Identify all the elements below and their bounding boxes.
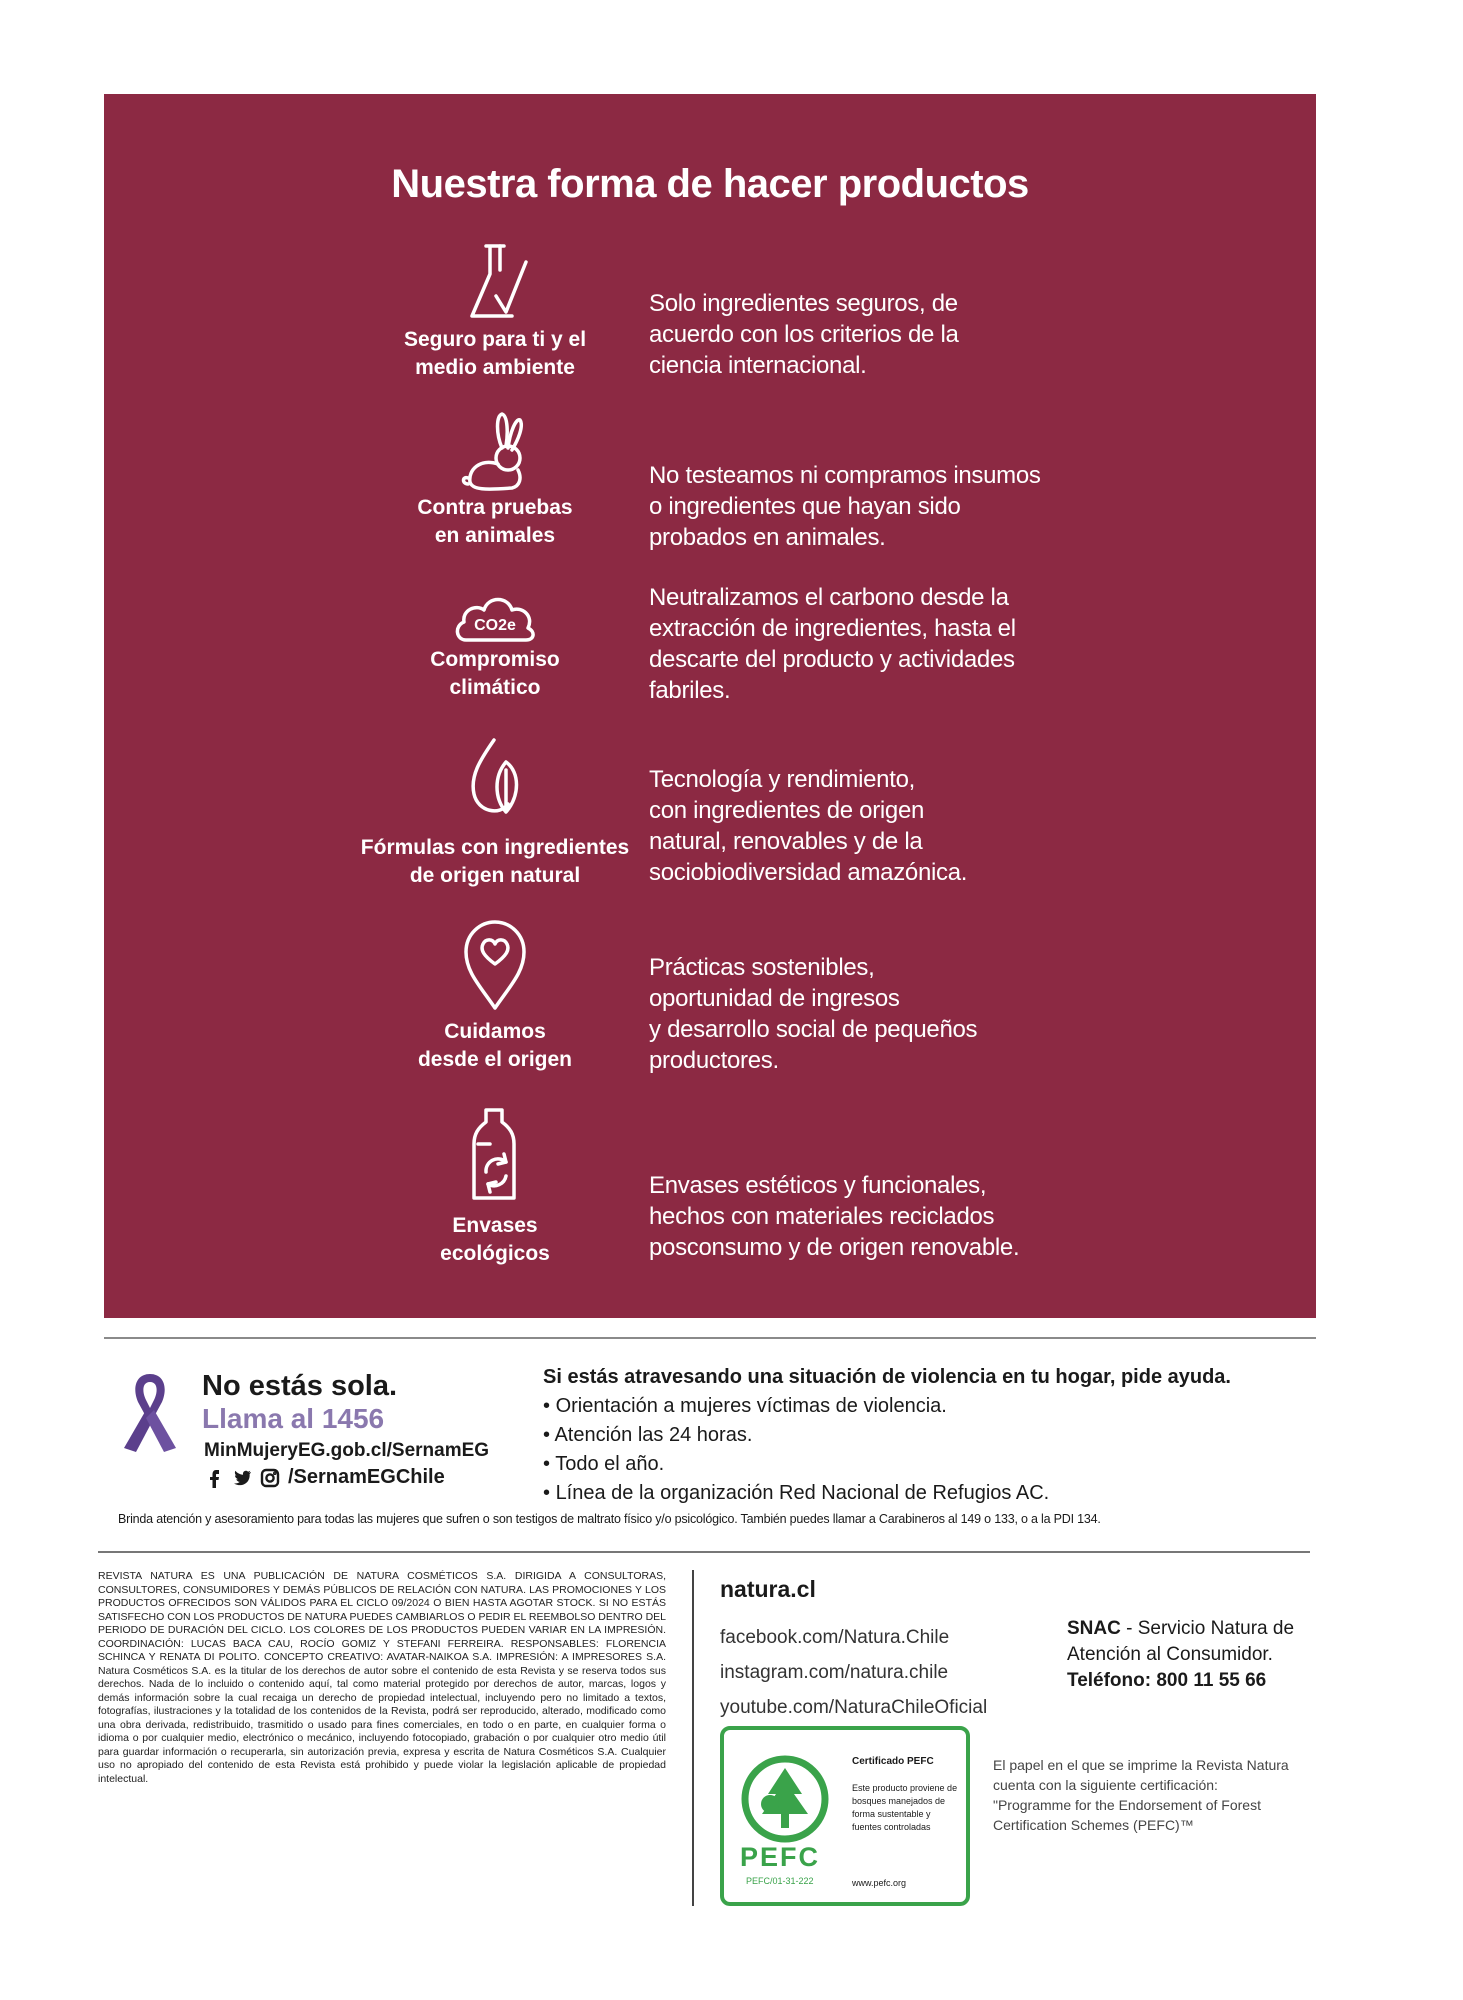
feature-desc: Tecnología y rendimiento, con ingredientes de origen natural, renovables y de la sociobiodiversidad amazónica. [649, 766, 968, 886]
help-item: • Atención las 24 horas. [543, 1421, 1283, 1450]
pefc-cert-text: Este producto proviene de bosques manejados de forma sustentable y fuentes controladas [852, 1783, 958, 1832]
snac-phone: Teléfono: 800 11 55 66 [1067, 1670, 1267, 1691]
vertical-divider [692, 1570, 694, 1906]
feature-label: Contra pruebas en animales [417, 496, 573, 547]
social-handle[interactable]: /SernamEGChile [288, 1466, 445, 1488]
feature-label: Cuidamos desde el origen [417, 1020, 573, 1071]
feature-label: Compromiso climático [430, 648, 560, 699]
divider [98, 1551, 1310, 1553]
natura-site-link[interactable]: natura.cl [720, 1576, 816, 1602]
panel-title: Nuestra forma de hacer productos [391, 162, 1029, 206]
help-title: Si estás atravesando una situación de violencia en tu hogar, pide ayuda. [543, 1366, 1231, 1388]
instagram-icon[interactable] [260, 1468, 280, 1488]
pefc-cert-title: Certificado PEFC [852, 1756, 934, 1767]
pefc-tree-icon [740, 1754, 830, 1844]
facebook-link[interactable]: facebook.com/Natura.Chile [720, 1627, 950, 1648]
social-row [204, 1466, 445, 1489]
help-list [543, 1392, 1283, 1508]
feature-label: Envases ecológicos [440, 1214, 550, 1265]
help-item: • Todo el año. [543, 1450, 1283, 1479]
leaf-drop-icon [450, 736, 540, 820]
snac-info [1067, 1616, 1327, 1694]
help-box [543, 1363, 1283, 1508]
campaign-fine-print: Brinda atención y asesoramiento para todas las mujeres que sufren o son testigos de maltrato físico y/o psicológico. También puedes llamar a Carabineros al 149 o 133, o a la PDI 134. [118, 1512, 1101, 1526]
snac-name: SNAC [1067, 1618, 1121, 1639]
pefc-certificate [720, 1726, 970, 1906]
co2-text: CO2e [474, 617, 516, 634]
pefc-wordmark: PEFC [740, 1842, 821, 1872]
pefc-url[interactable]: www.pefc.org [852, 1878, 907, 1888]
feature-desc: Solo ingredientes seguros, de acuerdo con los criterios de la ciencia internacional. [649, 290, 959, 379]
youtube-link[interactable]: youtube.com/NaturaChileOficial [720, 1697, 988, 1718]
instagram-link[interactable]: instagram.com/natura.chile [720, 1662, 949, 1683]
snac-desc: - Servicio Natura de Atención al Consumidor. [1067, 1618, 1295, 1665]
feature-desc: No testeamos ni compramos insumos o ingredientes que hayan sido probados en animales. [649, 462, 1041, 551]
campaign-phone: Llama al 1456 [202, 1403, 385, 1434]
flask-check-icon [450, 240, 540, 324]
paper-certification-note: El papel en el que se imprime la Revista Natura cuenta con la siguiente certificación: "Programme for the Endorsement of Forest Certification Schemes (PEFC)™ [993, 1757, 1289, 1833]
rabbit-icon [450, 408, 540, 492]
campaign-title: No estás sola. [202, 1370, 398, 1402]
feature-label: Fórmulas con ingredientes de origen natural [360, 836, 630, 887]
help-item: • Orientación a mujeres víctimas de violencia. [543, 1392, 1283, 1421]
feature-desc: Prácticas sostenibles, oportunidad de ingresos y desarrollo social de pequeños productores. [649, 954, 978, 1074]
help-item: • Línea de la organización Red Nacional de Refugios AC. [543, 1479, 1283, 1508]
heart-pin-icon [450, 916, 540, 1012]
purple-ribbon-icon [118, 1368, 182, 1458]
campaign-site-link[interactable]: MinMujeryEG.gob.cl/SernamEG [204, 1440, 490, 1461]
feature-label: Seguro para ti y el medio ambiente [403, 328, 587, 379]
recycle-bottle-icon [450, 1106, 540, 1202]
pefc-code: PEFC/01-31-222 [746, 1876, 814, 1886]
facebook-icon[interactable] [204, 1468, 224, 1488]
products-panel [104, 94, 1316, 1318]
legal-text: REVISTA NATURA ES UNA PUBLICACIÓN DE NATURA COSMÉTICOS S.A. DIRIGIDA A CONSULTORAS, CONSULTORES, CONSUMIDORES Y DEMÁS PÚBLICOS DE RELACIÓN CON NATURA. LAS PROMOCIONES Y LOS PRODUCTOS OFRECIDOS SON VÁLIDOS PARA EL CICLO 09/2024 O BIEN HASTA AGOTAR STOCK. SI NO ESTÁS SATISFECHO CON LOS PRODUCTOS DE NATURA PUEDES CAMBIARLOS O PEDIR EL REEMBOLSO DENTRO DEL PERIODO DE DURACIÓN DEL CICLO. LOS COLORES DE LOS PRODUCTOS PUEDEN VARIAR EN LA IMPRESIÓN. COORDINACIÓN: LUCAS BACA CAU, ROCÍO GOMIZ Y STEFANI FERREIRA. RESPONSABLES: FLORENCIA SCHINCA Y RENATA DI POLITO. CONCEPTO CREATIVO: AVATAR-NAIKOA S.A. IMPRESIÓN: A IMPRESORES S.A. Natura Cosméticos S.A. es la titular de los derechos de autor sobre el contenido de esta Revista y se reserva todos sus derechos. Nada de lo incluido o contenido aquí, tal como material protegido por derechos de autor, marcas, logos y demás información sobre la cual recaiga un derecho de propiedad intelectual, incluyendo pero no limitado a textos, fotografías, ilustraciones y la totalidad de los contenidos de la Revista, podrá ser reproducido, alterado, modificado como una obra derivada, redistribuido, trasmitido o usado para fines comerciales, en todo o en parte, en cualquier forma o idioma o por cualquier medio, electrónico o mecánico, incluyendo fotocopiado, grabación o por cualquier otro medio útil para guardar información o recuperarla, sin autorización previa, expresa y escrita de Natura Cosméticos S.A. Cualquier uso no apropiado del contenido de esta Revista está prohibido y puede violar la legislación aplicable de propiedad intelectual. [98, 1570, 666, 1785]
social-links [720, 1620, 987, 1725]
twitter-icon[interactable] [232, 1468, 252, 1488]
divider [104, 1337, 1316, 1339]
feature-desc: Neutralizamos el carbono desde la extracción de ingredientes, hasta el descarte del producto y actividades fabriles. [649, 584, 1016, 704]
feature-desc: Envases estéticos y funcionales, hechos con materiales reciclados posconsumo y de origen renovable. [649, 1172, 1020, 1261]
